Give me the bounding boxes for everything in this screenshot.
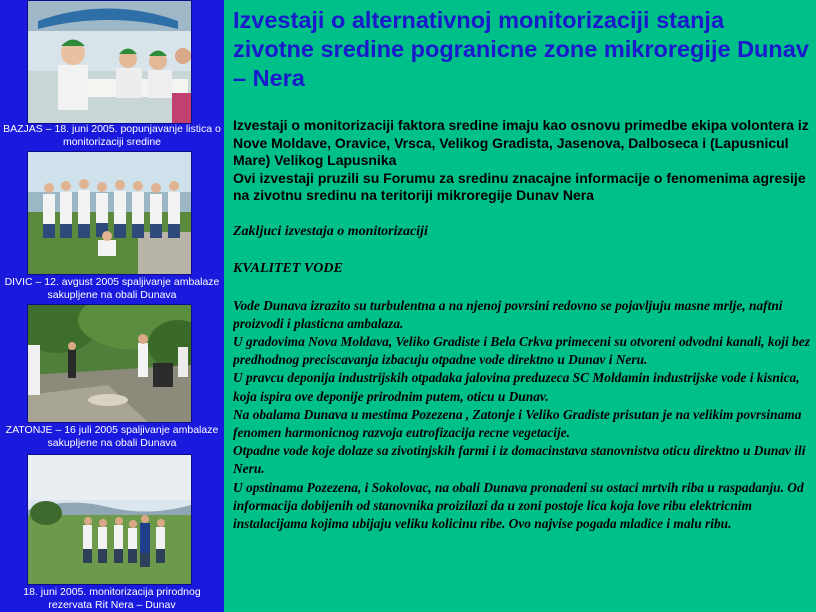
- photo-bazjas-image: [28, 1, 191, 123]
- main-content: [233, 0, 811, 612]
- photo-sidebar: [0, 0, 224, 612]
- photo-rit-nera: [27, 454, 192, 585]
- photo-zatonje-image: [28, 305, 191, 422]
- body-paragraph: U pravcu deponija industrijskih otpadaka jalovina preduzeca SC Moldamin industrijske vode i kisnica, koja ispira ove deponije prirodnim putem, oticu u Dunav.: [233, 370, 800, 404]
- photo-divic-caption: DIVIC – 12. avgust 2005 spaljivanje ambalaze sakupljene na obali Dunava: [4, 276, 220, 301]
- section-heading: KVALITET VODE: [233, 260, 343, 276]
- photo-zatonje: [27, 304, 192, 423]
- photo-rit-nera-caption: 18. juni 2005. monitorizacija prirodnog rezervata Rit Nera – Dunav: [23, 586, 201, 611]
- page-title: Izvestaji o alternativnoj monitorizaciji stanja zivotne sredine pogranicne zone mikroregije Dunav – Nera: [233, 7, 809, 91]
- photo-rit-nera-image: [28, 455, 191, 584]
- body-paragraph: Na obalama Dunava u mestima Pozezena , Zatonje i Veliko Gradiste prisutan je na velikim povrsinama fenomen harmonicnog razvoja eutrofizacija recne vegetacije.: [233, 406, 802, 440]
- conclusions-heading: Zakljuci izvestaja o monitorizaciji: [233, 223, 428, 239]
- body-paragraph: Vode Dunava izrazito su turbulentna a na njenoj povrsini redovno se pojavljuju masne mrlje, naftni proizvodi i plasticna ambalaza.: [233, 297, 783, 331]
- intro-paragraph: Izvestaji o monitorizaciji faktora sredine imaju kao osnovu primedbe ekipa volontera iz Nove Moldave, Oravice, Vrsca, Velikog Gradista, Jasenova, Dalboseca i (Lapusnicul Mare) Velikog Lapusnika: [233, 117, 809, 168]
- body-paragraph: Otpadne vode koje dolaze sa zivotinjskih farmi i iz domacinstava stanovnistva oticu direktno u Dunav ili Neru.: [233, 443, 806, 477]
- body-paragraph: U gradovima Nova Moldava, Veliko Gradiste i Bela Crkva primeceni su otvoreni odvodni kanali, koji bez predhodnog preciscavanja izbacuju otpadne vode direktno u Dunav i Neru.: [233, 333, 810, 368]
- intro-paragraph: Ovi izvestaji pruzili su Forumu za sredinu znacajne informacije o fenomenima agresije na zivotnu sredinu na teritoriji mikroregije Dunav Nera: [233, 169, 806, 203]
- photo-bazjas: [27, 0, 192, 124]
- photo-divic: [27, 151, 192, 275]
- photo-divic-image: [28, 152, 191, 274]
- body-paragraph: U opstinama Pozezena, i Sokolovac, na obali Dunava pronadeni su ostaci mrtvih riba u raspadanju. Od informacija dobijenih od stanovnika proizilazi da u zoni postoje lica koja love ribu elektricnim instalacijama kojima ubijaju veliku kolicinu ribe. Ovo najvise pogada mladice i malu ribu.: [233, 479, 804, 531]
- photo-zatonje-caption: ZATONJE – 16 juli 2005 spaljivanje ambalaze sakupljene na obali Dunava: [5, 424, 219, 449]
- water-quality-text: [233, 297, 811, 534]
- intro-text: [233, 117, 811, 205]
- photo-bazjas-caption: BAZJAS – 18. juni 2005. popunjavanje listica o monitorizaciji sredine: [3, 123, 221, 148]
